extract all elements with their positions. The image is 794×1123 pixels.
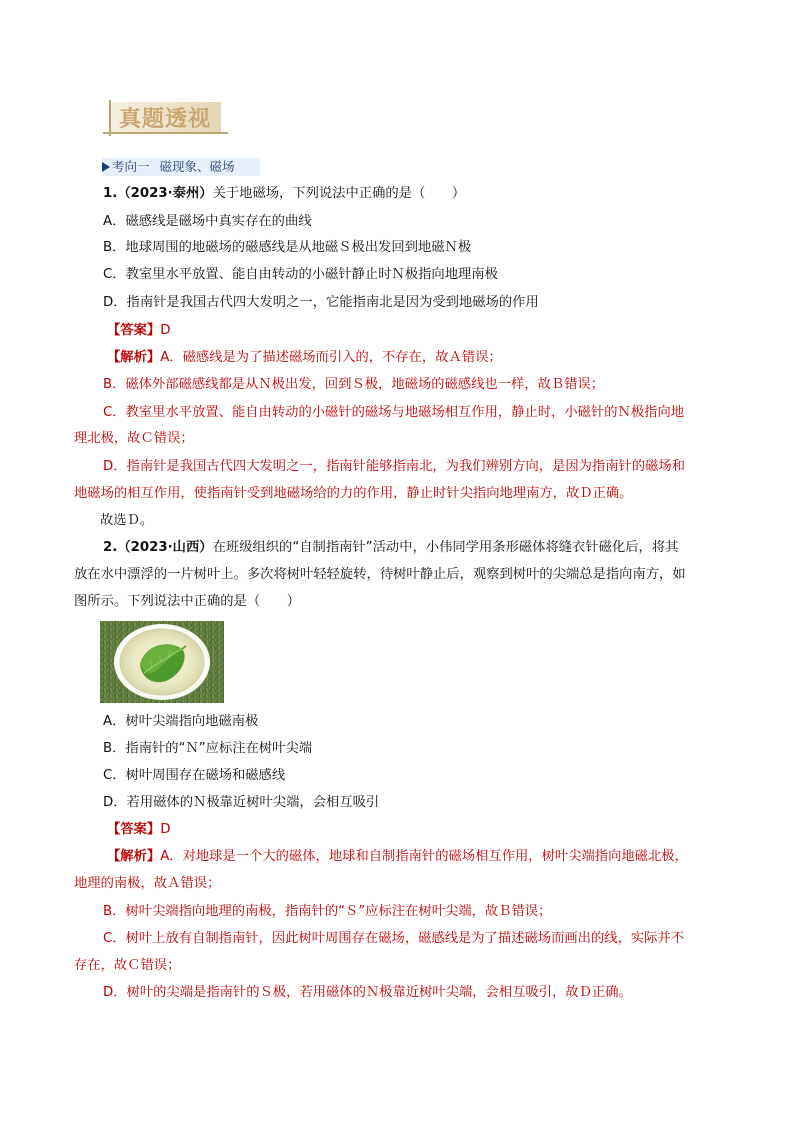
q2-answer-label: 【答案】	[107, 822, 161, 837]
question-2-number: 2.	[103, 540, 118, 555]
q2-answer-value: D	[160, 822, 171, 837]
q1-analysis-line-1: 【解析】A．磁感线是为了描述磁场而引入的，不存在，故Ａ错误；	[107, 350, 502, 365]
section-banner	[103, 98, 228, 138]
q2-stem-line-1	[103, 538, 678, 558]
q2-analysis-line-6: D．树叶的尖端是指南针的Ｓ极，若用磁体的Ｎ极靠近树叶尖端，会相互吸引，故Ｄ正确。	[103, 985, 632, 1000]
topic-name: 磁现象、磁场	[159, 159, 235, 174]
triangle-arrow-icon	[102, 162, 110, 172]
q1-analysis-line-3: C．教室里水平放置、能自由转动的小磁针的磁场与地磁场相互作用，静止时，小磁针的Ｎ极指向地	[103, 405, 685, 420]
q2-option-b: B．指南针的“Ｎ”应标注在树叶尖端	[103, 741, 313, 756]
q1-analysis-line-5: D．指南针是我国古代四大发明之一，指南针能够指南北，为我们辨别方向，是因为指南针的磁场和	[103, 459, 686, 474]
q1-main	[103, 184, 465, 204]
topic-label	[102, 158, 260, 176]
q2-stem-line-3: 图所示。下列说法中正确的是（ ）	[74, 594, 301, 609]
q1-answer-label: 【答案】	[107, 323, 161, 338]
leaf-in-water-photo	[100, 621, 224, 703]
question-2-text-1: 在班级组织的“自制指南针”活动中，小伟同学用条形磁体将缝衣针磁化后，将其	[212, 540, 679, 555]
q2-answer	[107, 820, 170, 840]
q1-option-a: A．磁感线是磁场中真实存在的曲线	[103, 214, 312, 229]
q1-analysis-line-4: 理北极，故Ｃ错误；	[74, 431, 194, 446]
question-1-text: 关于地磁场，下列说法中正确的是（ ）	[212, 186, 466, 201]
q2-analysis-line-2: 地理的南极，故Ａ错误；	[74, 876, 221, 891]
q2-analysis-line-4: C．树叶上放有自制指南针，因此树叶周围存在磁场，磁感线是为了描述磁场而画出的线，实际并不	[103, 931, 685, 946]
q1-analysis-line-2: B．磁体外部磁感线都是从Ｎ极出发，回到Ｓ极，地磁场的磁感线也一样，故Ｂ错误；	[103, 377, 605, 392]
q1-option-c: C．教室里水平放置、能自由转动的小磁针静止时Ｎ极指向地理南极	[103, 267, 498, 282]
q2-analysis-line-3: B．树叶尖端指向地理的南极，指南针的“Ｓ”应标注在树叶尖端，故Ｂ错误；	[103, 904, 552, 919]
q1-analysis-label: 【解析】	[107, 350, 161, 365]
question-1-source: （2023·泰州）	[117, 186, 213, 201]
q1-answer-value: D	[160, 323, 171, 338]
q1-option-d: D．指南针是我国古代四大发明之一，它能指南北是因为受到地磁场的作用	[103, 295, 539, 310]
q1-option-b: B．地球周围的地磁场的磁感线是从地磁Ｓ极出发回到地磁Ｎ极	[103, 240, 472, 255]
q1-analysis-line-6: 地磁场的相互作用，使指南针受到地磁场给的力的作用，静止时针尖指向地理南方，故Ｄ正确。	[74, 486, 633, 501]
q2-analysis-line-5: 存在，故Ｃ错误；	[74, 958, 181, 973]
q2-option-c: C．树叶周围存在磁场和磁感线	[103, 768, 286, 783]
topic-prefix: 考向一	[112, 159, 150, 174]
q2-option-d: D．若用磁体的Ｎ极靠近树叶尖端，会相互吸引	[103, 795, 380, 810]
banner-title: 真题透视	[119, 107, 212, 132]
question-2-source: （2023·山西）	[117, 540, 213, 555]
q2-option-a: A．树叶尖端指向地磁南极	[103, 714, 259, 729]
question-1-number: 1.	[103, 186, 118, 201]
q2-analysis-label: 【解析】	[107, 849, 161, 864]
q1-conclusion: 故选Ｄ。	[100, 513, 154, 528]
banner-left-rule	[109, 100, 111, 136]
q2-stem-line-2: 放在水中漂浮的一片树叶上。多次将树叶轻轻旋转，待树叶静止后，观察到树叶的尖端总是指向南方，如	[74, 567, 686, 582]
q2-analysis-line-1: 【解析】A．对地球是一个大的磁体，地球和自制指南针的磁场相互作用，树叶尖端指向地磁北极，	[107, 849, 688, 864]
q1-answer	[107, 321, 170, 341]
